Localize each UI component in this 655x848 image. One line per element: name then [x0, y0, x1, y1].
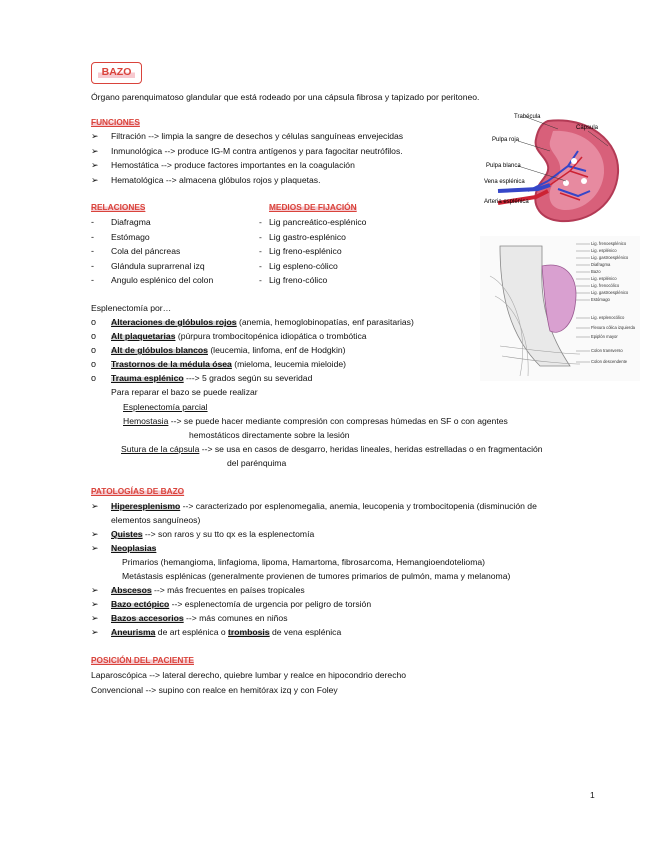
figure2-label: Lig. frenoesplénico — [591, 241, 627, 246]
figure2-label: Colon transverso — [591, 348, 623, 353]
hemostasia-line-2: hemostáticos directamente sobre la lesión — [189, 430, 350, 440]
title-box — [91, 62, 142, 84]
figure1-label: Trabécula — [514, 114, 541, 120]
funcion-item: ➢ Hemostática --> produce factores importantes en la coagulación — [91, 160, 355, 170]
intro-text: Órgano parenquimatoso glandular que está rodeado por una cápsula fibrosa y tapizado por peritoneo. — [91, 92, 480, 102]
spleen-section-figure — [478, 111, 628, 231]
figure2-label: Epiplón mayor — [591, 334, 618, 339]
posicion-line: Convencional --> supino con realce en hemitórax izq y con Foley — [91, 685, 338, 695]
patologia-item: ➢ Hiperesplenismo --> caracterizado por esplenomegalia, anemia, leucopenia y trombocitopenia (disminución de — [91, 501, 537, 511]
fijacion-item: - Lig freno-cólico — [259, 275, 328, 285]
ligaments-figure — [480, 236, 640, 381]
figure2-label: Lig. esplénico — [591, 276, 617, 281]
relacion-item: - Estómago — [91, 232, 150, 242]
fijacion-item: - Lig freno-esplénico — [259, 246, 342, 256]
esplenectomia-item: o Alt plaquetarias (púrpura trombocitopénica idiopática o trombótica — [91, 331, 367, 341]
arrow-bullet-icon: ➢ — [91, 131, 99, 141]
reparar-text: Para reparar el bazo se puede realizar — [111, 387, 258, 397]
arrow-bullet-icon: ➢ — [91, 146, 99, 156]
figure2-label: Lig. esplenocólico — [591, 315, 625, 320]
figure2-label: Lig. gastroesplénico — [591, 290, 629, 295]
figure2-label: Lig. gastroesplénico — [591, 255, 629, 260]
funciones-heading: FUNCIONES — [91, 117, 140, 127]
patologia-item: ➢ Abscesos --> más frecuentes en países tropicales — [91, 585, 305, 595]
arrow-bullet-icon: ➢ — [91, 160, 99, 170]
funcion-item: ➢ Hematológica --> almacena glóbulos rojos y plaquetas. — [91, 175, 321, 185]
figure2-label: Colon descendente — [591, 359, 628, 364]
arrow-bullet-icon: ➢ — [91, 175, 99, 185]
sutura-line: Sutura de la cápsula --> se usa en casos de desgarro, heridas lineales, heridas estrelladas o en fragmentación — [121, 444, 543, 454]
esplenectomia-item: o Alteraciones de glóbulos rojos (anemia, hemoglobinopatías, enf parasitarias) — [91, 317, 414, 327]
esplenectomia-lead: Esplenectomía por… — [91, 303, 172, 313]
patologia-item: ➢ Bazos accesorios --> más comunes en niños — [91, 613, 288, 623]
figure2-label: Lig. frenocólico — [591, 283, 620, 288]
sutura-line-2: del parénquima — [227, 458, 287, 468]
figure1-label: Vena esplénica — [484, 179, 525, 185]
figure1-label: Arteria esplénica — [484, 199, 529, 205]
relacion-item: - Angulo esplénico del colon — [91, 275, 214, 285]
fijacion-heading: MEDIOS DE FIJACIÓN — [269, 202, 357, 212]
patologias-heading: PATOLOGÍAS DE BAZO — [91, 486, 185, 496]
fijacion-item: - Lig pancreático-esplénico — [259, 217, 367, 227]
patologia-item: ➢ Neoplasias — [91, 543, 157, 553]
relacion-item: - Cola del páncreas — [91, 246, 181, 256]
esplenectomia-item: o Trastornos de la médula ósea (mieloma, leucemia mieloide) — [91, 359, 346, 369]
figure2-label: Lig. esplénico — [591, 248, 617, 253]
esplenectomia-item: o Trauma esplénico ---> 5 grados según su severidad — [91, 373, 313, 383]
posicion-heading: POSICIÓN DEL PACIENTE — [91, 655, 194, 665]
parcial-text: Esplenectomía parcial — [123, 402, 208, 412]
funcion-item: ➢ Inmunológica --> produce IG-M contra antígenos y para fagocitar neutrófilos. — [91, 146, 403, 156]
page-title: BAZO — [98, 66, 135, 78]
fijacion-item: - Lig gastro-esplénico — [259, 232, 346, 242]
relacion-item: - Glándula suprarrenal izq — [91, 261, 205, 271]
relaciones-heading: RELACIONES — [91, 202, 146, 212]
page-number: 1 — [590, 790, 595, 800]
neoplasia-line: Primarios (hemangioma, linfagioma, lipoma, Hamartoma, fibrosarcoma, Hemangioendotelioma) — [122, 557, 485, 567]
hemostasia-line: Hemostasia --> se puede hacer mediante compresión con compresas húmedas en SF o con agentes — [123, 416, 508, 426]
posicion-line: Laparoscópica --> lateral derecho, quiebre lumbar y realce en hipocondrio derecho — [91, 670, 407, 680]
patologia-item: ➢ Quistes --> son raros y su tto qx es la esplenectomía — [91, 529, 315, 539]
figure1-label: Cápsula — [576, 125, 599, 131]
funcion-item: ➢ Filtración --> limpia la sangre de desechos y células sanguíneas envejecidas — [91, 131, 404, 141]
relacion-item: - Diafragma — [91, 217, 151, 227]
figure2-label: Diafragma — [591, 262, 611, 267]
figure2-label: Bazo — [591, 269, 601, 274]
figure2-label: Estómago — [591, 297, 610, 302]
figure2-label: Flexura cólica izquierda — [591, 325, 635, 330]
patologia-cont: elementos sanguíneos) — [111, 515, 201, 525]
fijacion-item: - Lig espleno-cólico — [259, 261, 338, 271]
figure1-label: Pulpa blanca — [486, 163, 521, 169]
esplenectomia-item: o Alt de glóbulos blancos (leucemia, linfoma, enf de Hodgkin) — [91, 345, 346, 355]
patologia-item: ➢ Bazo ectópico --> esplenectomía de urgencia por peligro de torsión — [91, 599, 372, 609]
patologia-item: ➢ Aneurisma de art esplénica o trombosis de vena esplénica — [91, 627, 342, 637]
figure1-label: Pulpa roja — [492, 137, 520, 143]
neoplasia-line: Metástasis esplénicas (generalmente provienen de tumores primarios de pulmón, mama y melanoma) — [122, 571, 511, 581]
